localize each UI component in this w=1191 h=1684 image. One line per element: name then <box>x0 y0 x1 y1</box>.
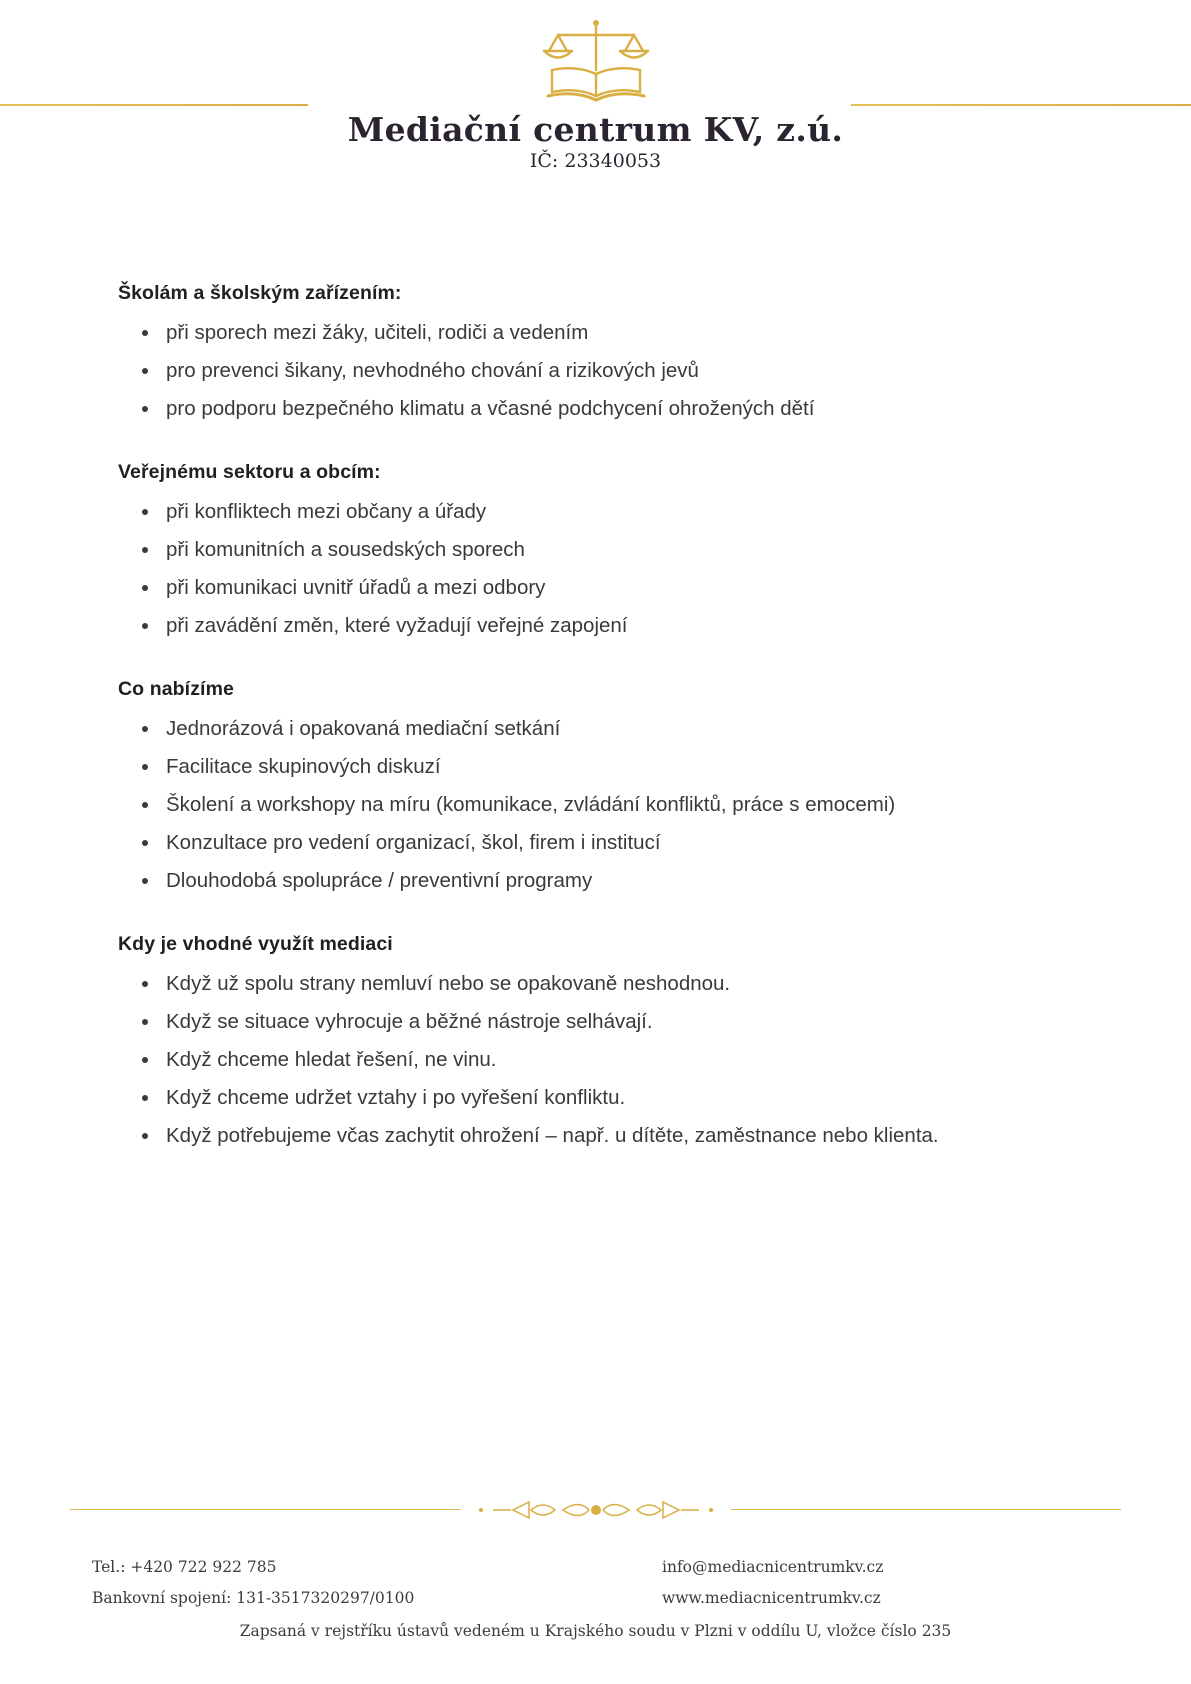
section-list <box>118 711 1068 899</box>
logo <box>0 18 1191 104</box>
list-item: pro podporu bezpečného klimatu a včasné podchycení ohrožených dětí <box>118 391 1068 427</box>
section-list <box>118 315 1068 427</box>
footer-registry-note: Zapsaná v rejstříku ústavů vedeném u Krajského soudu v Plzni v oddílu U, vložce číslo 235 <box>239 1622 952 1640</box>
list-item: pro prevenci šikany, nevhodného chování a rizikových jevů <box>118 353 1068 389</box>
list-item: Když se situace vyhrocuje a běžné nástroje selhávají. <box>118 1004 1068 1040</box>
section-what-we-offer <box>118 678 1068 899</box>
section-list <box>118 494 1068 644</box>
footer-rule-left <box>70 1509 460 1510</box>
header-rules <box>0 104 1191 106</box>
footer-divider <box>70 1498 1121 1522</box>
letterhead <box>0 0 1191 200</box>
list-item: Když chceme hledat řešení, ne vinu. <box>118 1042 1068 1078</box>
section-when-to-use-mediation <box>118 933 1068 1154</box>
list-item: Dlouhodobá spolupráce / preventivní programy <box>118 863 1068 899</box>
header-rule-left <box>0 104 308 106</box>
section-schools <box>118 282 1068 427</box>
footer-rule-right <box>731 1509 1121 1510</box>
organization-name: Mediační centrum KV, z.ú. <box>347 110 844 149</box>
footer-column-left <box>92 1552 662 1614</box>
organization-ico: IČ: 23340053 <box>529 150 662 172</box>
footer <box>0 1454 1191 1684</box>
list-item: při komunitních a sousedských sporech <box>118 532 1068 568</box>
floral-divider-ornament-icon <box>471 1498 721 1522</box>
document-body <box>118 282 1068 1156</box>
footer-website[interactable]: www.mediacnicentrumkv.cz <box>662 1589 881 1607</box>
footer-bank-account: Bankovní spojení: 131-3517320297/0100 <box>92 1589 415 1607</box>
footer-email[interactable]: info@mediacnicentrumkv.cz <box>662 1558 884 1576</box>
footer-phone: Tel.: +420 722 922 785 <box>92 1558 277 1576</box>
section-heading: Co nabízíme <box>118 678 234 700</box>
section-heading: Veřejnému sektoru a obcím: <box>118 461 381 483</box>
section-heading: Školám a školským zařízením: <box>118 282 402 304</box>
list-item: při konfliktech mezi občany a úřady <box>118 494 1068 530</box>
section-public-sector <box>118 461 1068 644</box>
list-item: při zavádění změn, které vyžadují veřejné zapojení <box>118 608 1068 644</box>
section-heading: Kdy je vhodné využít mediaci <box>118 933 393 955</box>
list-item: Když chceme udržet vztahy i po vyřešení konfliktu. <box>118 1080 1068 1116</box>
footer-contact <box>92 1552 1099 1614</box>
list-item: Konzultace pro vedení organizací, škol, firem i institucí <box>118 825 1068 861</box>
footer-column-right <box>662 1552 1099 1614</box>
list-item: Když už spolu strany nemluví nebo se opakovaně neshodnou. <box>118 966 1068 1002</box>
scales-of-justice-on-book-icon <box>536 18 656 104</box>
list-item: Jednorázová i opakovaná mediační setkání <box>118 711 1068 747</box>
list-item: při komunikaci uvnitř úřadů a mezi odbory <box>118 570 1068 606</box>
list-item: Když potřebujeme včas zachytit ohrožení – např. u dítěte, zaměstnance nebo klienta. <box>118 1118 1068 1154</box>
list-item: Školení a workshopy na míru (komunikace, zvládání konfliktů, práce s emocemi) <box>118 787 1068 823</box>
list-item: při sporech mezi žáky, učiteli, rodiči a vedením <box>118 315 1068 351</box>
list-item: Facilitace skupinových diskuzí <box>118 749 1068 785</box>
section-list <box>118 966 1068 1154</box>
header-rule-right <box>851 104 1191 106</box>
